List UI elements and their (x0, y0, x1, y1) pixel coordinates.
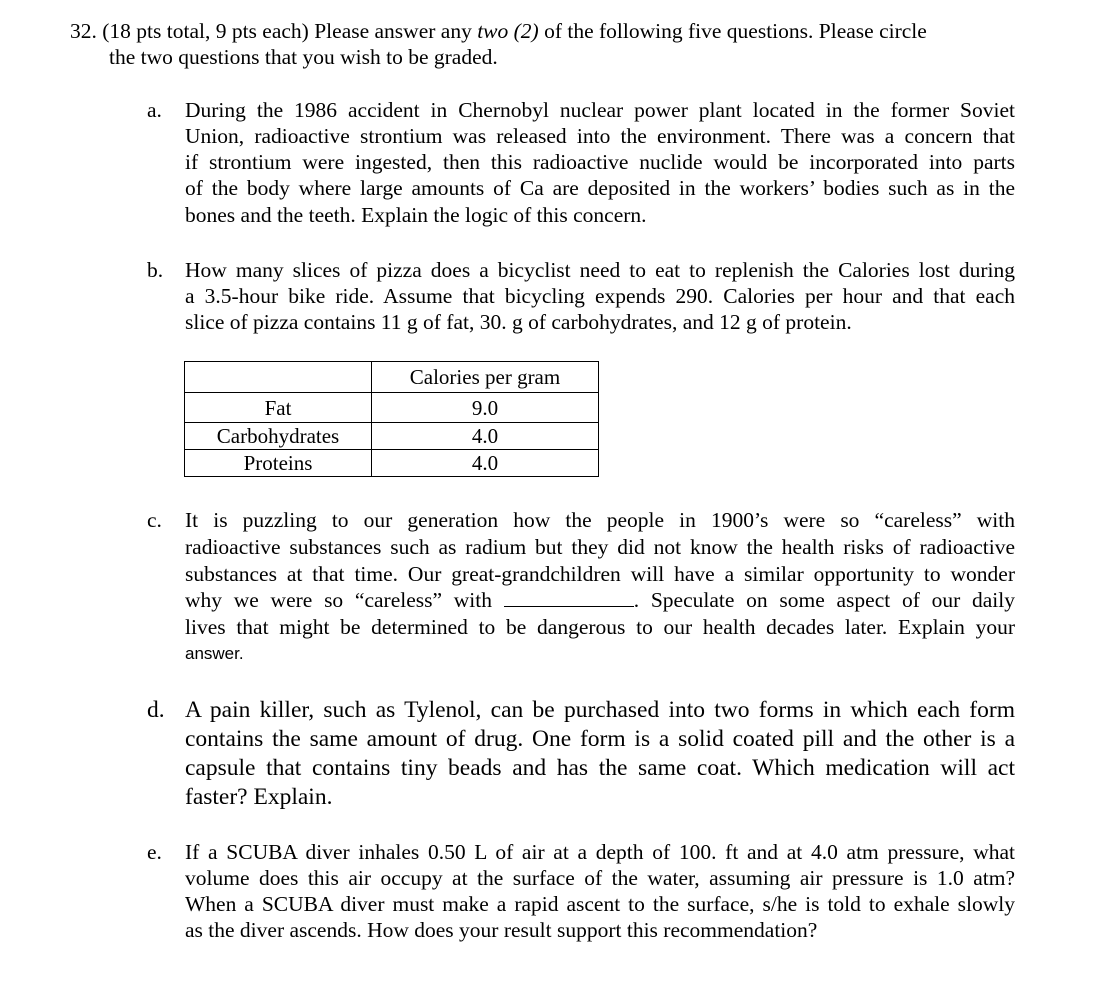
part-c-line4-end: . Speculate on some aspect of our daily (633, 588, 1015, 612)
table-header-cell (185, 362, 372, 393)
table-cell: 9.0 (372, 393, 599, 423)
part-b-line: How many slices of pizza does a bicyclist need to eat to replenish the Calories lost during (185, 258, 1015, 282)
part-d-line: capsule that contains tiny beads and has the same coat. Which medication will act (185, 755, 1015, 781)
question-number: 32. (70, 19, 97, 43)
part-c-line4-start: why we were so “careless” with (185, 588, 492, 612)
part-b-label: b. (147, 258, 164, 282)
part-c-line: answer. (185, 644, 244, 663)
table-header-row (185, 362, 599, 393)
part-c-label: c. (147, 508, 162, 532)
table-row (185, 423, 599, 450)
part-a-line: if strontium were ingested, then this radioactive nuclide would be incorporated into parts (185, 150, 1015, 174)
part-e-line: When a SCUBA diver must make a rapid ascent to the surface, s/he is told to exhale slowly (185, 892, 1015, 916)
part-c-line-with-blank (185, 587, 1015, 613)
part-e-line: If a SCUBA diver inhales 0.50 L of air at a depth of 100. ft and at 4.0 atm pressure, what (185, 840, 1015, 864)
part-b-line: slice of pizza contains 11 g of fat, 30. g of carbohydrates, and 12 g of protein. (185, 310, 852, 334)
question-header-part2: of the following five questions. Please circle (544, 19, 927, 43)
table-row (185, 393, 599, 423)
part-b-line: a 3.5-hour bike ride. Assume that bicycling expends 290. Calories per hour and that each (185, 284, 1015, 308)
question-header (70, 18, 1015, 44)
table-header-cell: Calories per gram (372, 362, 599, 393)
table-cell: 4.0 (372, 450, 599, 477)
question-header-emphasis: two (2) (477, 19, 539, 43)
table-cell: Fat (185, 393, 372, 423)
part-a-line: Union, radioactive strontium was released into the environment. There was a concern that (185, 124, 1015, 148)
part-e-line: volume does this air occupy at the surface of the water, assuming air pressure is 1.0 atm? (185, 866, 1015, 890)
part-d-line: A pain killer, such as Tylenol, can be purchased into two forms in which each form (185, 697, 1015, 723)
table-row (185, 450, 599, 477)
part-c-line: It is puzzling to our generation how the people in 1900’s were so “careless” with (185, 508, 1015, 532)
part-c-line: lives that might be determined to be dangerous to our health decades later. Explain your (185, 615, 1015, 639)
part-d-label: d. (147, 697, 165, 723)
question-header-line2: the two questions that you wish to be graded. (109, 45, 498, 69)
fill-in-blank[interactable] (504, 588, 634, 607)
part-a-line: bones and the teeth. Explain the logic of this concern. (185, 203, 647, 227)
part-a-label: a. (147, 98, 162, 122)
part-d-line: faster? Explain. (185, 784, 333, 810)
part-a-line: of the body where large amounts of Ca are deposited in the workers’ bodies such as in the (185, 176, 1015, 200)
part-e-line: as the diver ascends. How does your result support this recommendation? (185, 918, 818, 942)
calories-table (184, 361, 599, 477)
part-c-line: substances at that time. Our great-grandchildren will have a similar opportunity to wonder (185, 562, 1015, 586)
table-cell: 4.0 (372, 423, 599, 450)
table-cell: Proteins (185, 450, 372, 477)
part-c-line: radioactive substances such as radium but they did not know the health risks of radioactive (185, 535, 1015, 559)
part-d-line: contains the same amount of drug. One form is a solid coated pill and the other is a (185, 726, 1015, 752)
part-a-line: During the 1986 accident in Chernobyl nuclear power plant located in the former Soviet (185, 98, 1015, 122)
table-cell: Carbohydrates (185, 423, 372, 450)
part-e-label: e. (147, 840, 162, 864)
question-header-part1: (18 pts total, 9 pts each) Please answer any (102, 19, 472, 43)
